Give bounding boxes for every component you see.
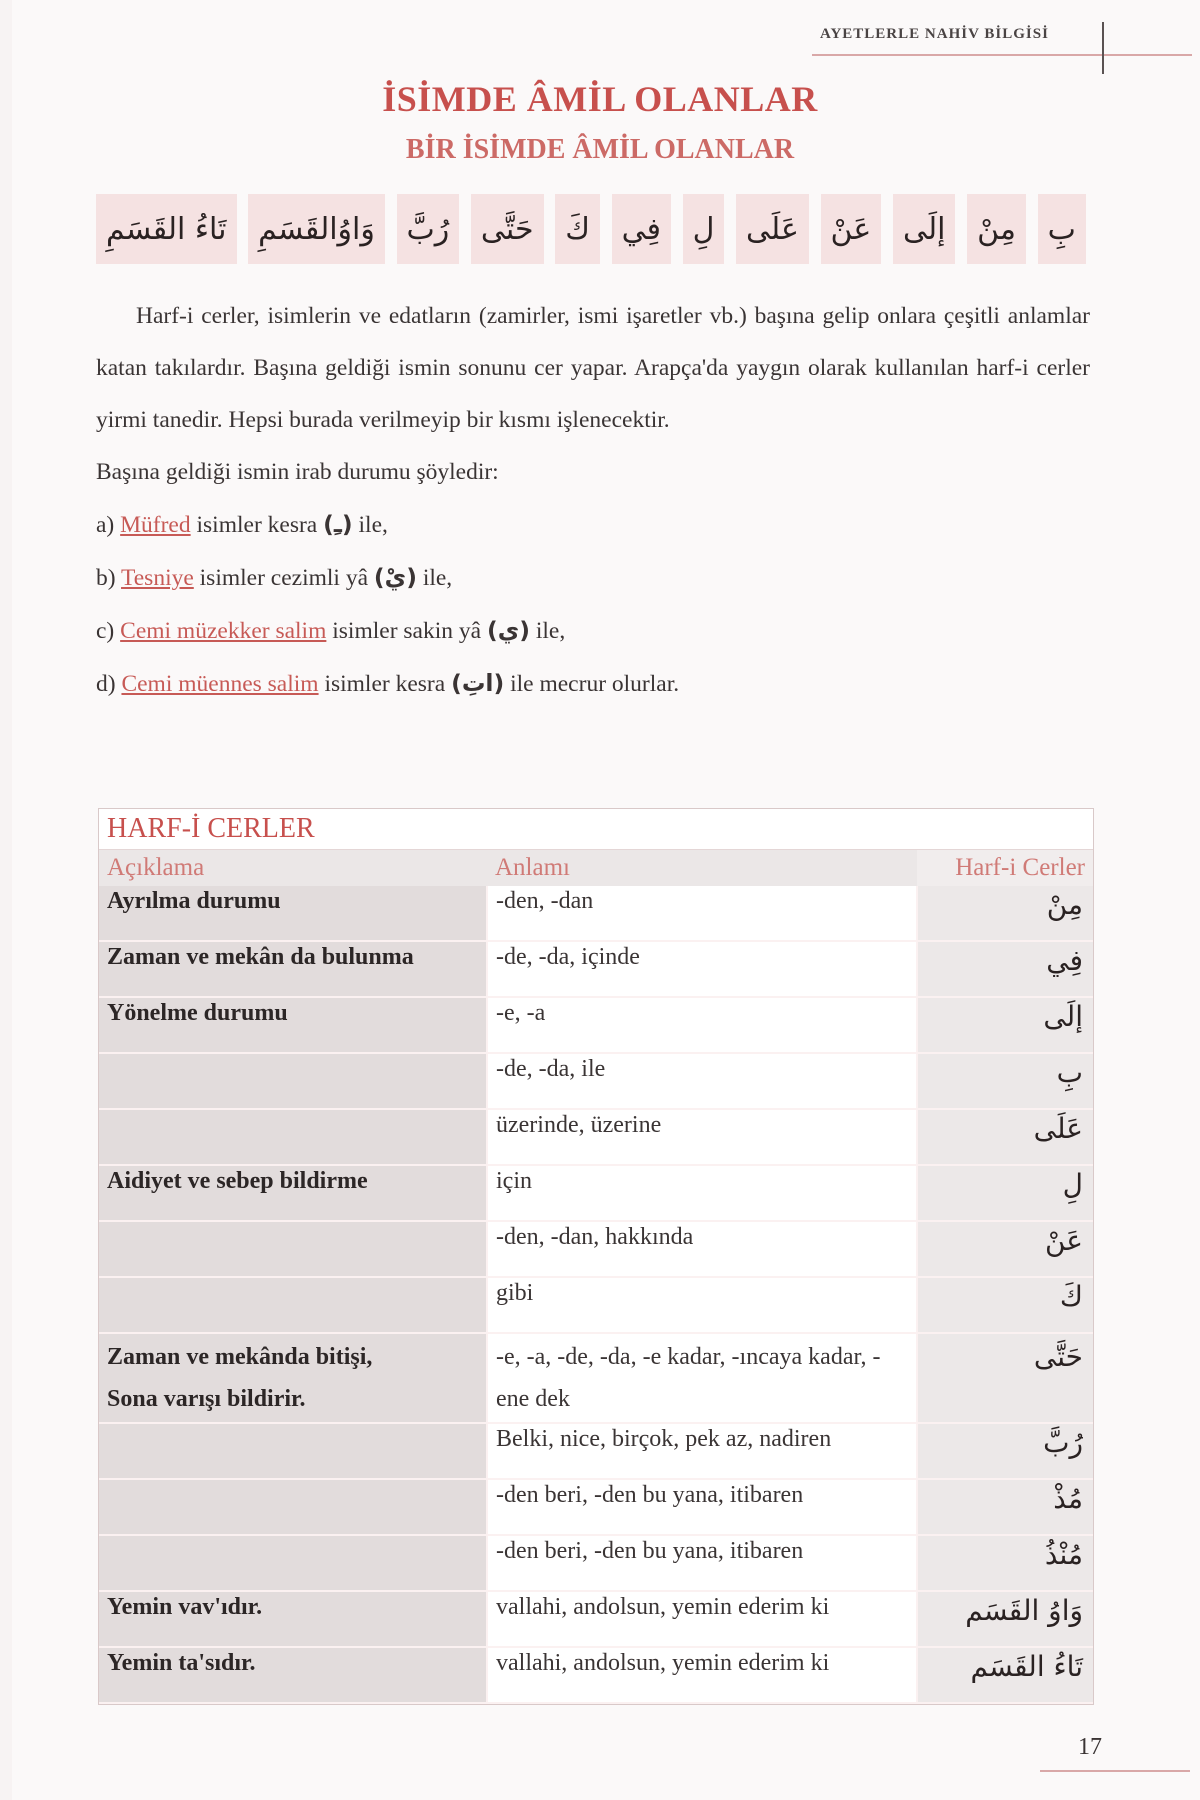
cell-meaning: -den beri, -den bu yana, itibaren — [487, 1535, 917, 1591]
cell-meaning: -de, -da, içinde — [487, 941, 917, 997]
particle: إلَى — [893, 194, 955, 264]
rule-item — [96, 604, 1090, 657]
rule-item — [96, 498, 1090, 551]
cell-desc — [99, 1535, 487, 1591]
header-bar — [1102, 22, 1104, 74]
table-row — [99, 1479, 1093, 1535]
table-row — [99, 1423, 1093, 1479]
cell-meaning: gibi — [487, 1277, 917, 1333]
particle: فِي — [612, 194, 671, 264]
cell-meaning: -den beri, -den bu yana, itibaren — [487, 1479, 917, 1535]
rule-prefix: c) — [96, 618, 121, 644]
rule-prefix: a) — [96, 512, 121, 538]
cell-harf: كَ — [917, 1277, 1093, 1333]
table-title: HARF-İ CERLER — [99, 809, 1093, 850]
cell-desc: Ayrılma durumu — [99, 886, 487, 941]
running-head: AYETLERLE NAHİV BİLGİSİ — [820, 26, 1049, 42]
rule-text: isimler kesra — [318, 671, 452, 697]
header-harf: Harf-i Cerler — [917, 850, 1093, 886]
cell-harf: فِي — [917, 941, 1093, 997]
table-row — [99, 1277, 1093, 1333]
cell-meaning: vallahi, andolsun, yemin ederim ki — [487, 1591, 917, 1647]
particle: تَاءُ القَسَمِ — [96, 194, 237, 264]
term-link[interactable]: Cemi müennes salim — [121, 671, 319, 697]
cell-harf: رُبَّ — [917, 1423, 1093, 1479]
particle: وَاوُالقَسَمِ — [248, 194, 385, 264]
cell-desc — [99, 1109, 487, 1165]
header-rule — [812, 54, 1192, 56]
page-subtitle: BİR İSİMDE ÂMİL OLANLAR — [405, 134, 795, 165]
cell-harf: إلَى — [917, 997, 1093, 1053]
cell-meaning: vallahi, andolsun, yemin ederim ki — [487, 1647, 917, 1703]
term-link[interactable]: Tesniye — [121, 565, 194, 591]
rule-item — [96, 657, 1090, 710]
cell-desc — [99, 1277, 487, 1333]
cell-desc: Yönelme durumu — [99, 997, 487, 1053]
cell-meaning: -e, -a, -de, -da, -e kadar, -ıncaya kadar, -ene dek — [487, 1333, 917, 1423]
particle: عَنْ — [821, 194, 882, 264]
cell-harf: مُذْ — [917, 1479, 1093, 1535]
header-meaning: Anlamı — [487, 850, 917, 886]
intro-paragraph: Harf-i cerler, isimlerin ve edatların (zamirler, ismi işaretler vb.) başına gelip onlara çeşitli anlamlar katan takılardır. Başına geldiği ismin sonunu cer yapar. Arapça'da yaygın olarak kullanılan harf-i cerler yirmi tanedir. Hepsi burada verilmeyip bir kısmı işlenecektir. — [96, 303, 1090, 433]
cell-desc — [99, 1423, 487, 1479]
table-row — [99, 1109, 1093, 1165]
rule-suffix: ile mecrur olurlar. — [504, 671, 680, 697]
table-row — [99, 941, 1093, 997]
cell-meaning: -e, -a — [487, 997, 917, 1053]
rule-text: isimler sakin yâ — [326, 618, 487, 644]
cell-harf: عَنْ — [917, 1221, 1093, 1277]
particle: بِ — [1038, 194, 1086, 264]
cell-desc: Yemin vav'ıdır. — [99, 1591, 487, 1647]
particle: حَتَّى — [471, 194, 544, 264]
particle-strip — [96, 190, 1086, 268]
particle: لِ — [683, 194, 725, 264]
arabic-symbol: (اتِ) — [451, 669, 505, 697]
rule-suffix: ile, — [416, 565, 453, 591]
cell-harf: عَلَى — [917, 1109, 1093, 1165]
particle: عَلَى — [736, 194, 809, 264]
table-row — [99, 1591, 1093, 1647]
particle: مِنْ — [967, 194, 1026, 264]
cell-meaning: -den, -dan, hakkında — [487, 1221, 917, 1277]
cell-desc: Zaman ve mekân da bulunma — [99, 941, 487, 997]
table-row — [99, 997, 1093, 1053]
page-number: 17 — [1078, 1734, 1102, 1760]
cell-harf: مُنْذُ — [917, 1535, 1093, 1591]
cell-desc: Zaman ve mekânda bitişi, Sona varışı bildirir. — [99, 1333, 487, 1423]
cell-desc: Aidiyet ve sebep bildirme — [99, 1165, 487, 1221]
term-link[interactable]: Müfred — [120, 512, 191, 538]
cell-harf: وَاوُ القَسَم — [917, 1591, 1093, 1647]
cell-meaning: -den, -dan — [487, 886, 917, 941]
arabic-symbol: (يْ) — [373, 563, 417, 591]
body-text — [96, 290, 1090, 710]
particle: رُبَّ — [397, 194, 460, 264]
cell-desc: Yemin ta'sıdır. — [99, 1647, 487, 1703]
table-row — [99, 1053, 1093, 1109]
rule-item — [96, 551, 1090, 604]
cell-harf: لِ — [917, 1165, 1093, 1221]
arabic-symbol: (ي) — [486, 616, 530, 644]
cell-harf: بِ — [917, 1053, 1093, 1109]
cell-meaning: üzerinde, üzerine — [487, 1109, 917, 1165]
particle: كَ — [555, 194, 600, 264]
rule-text: isimler cezimli yâ — [193, 565, 374, 591]
table-row — [99, 1535, 1093, 1591]
term-link[interactable]: Cemi müzekker salim — [120, 618, 327, 644]
rule-prefix: b) — [96, 565, 122, 591]
table-row — [99, 886, 1093, 941]
rule-suffix: ile, — [529, 618, 566, 644]
table-row — [99, 1647, 1093, 1703]
table-grid — [99, 850, 1093, 1704]
cell-harf: حَتَّى — [917, 1333, 1093, 1423]
cell-desc — [99, 1053, 487, 1109]
cell-desc — [99, 1221, 487, 1277]
table-row — [99, 1221, 1093, 1277]
cell-meaning: Belki, nice, birçok, pek az, nadiren — [487, 1423, 917, 1479]
cell-desc — [99, 1479, 487, 1535]
table-header-row — [99, 850, 1093, 886]
table-row — [99, 1165, 1093, 1221]
cell-harf: تَاءُ القَسَم — [917, 1647, 1093, 1703]
harf-table — [98, 808, 1094, 1705]
cell-meaning: -de, -da, ile — [487, 1053, 917, 1109]
page-title: İSİMDE ÂMİL OLANLAR — [382, 79, 818, 119]
cell-meaning: için — [487, 1165, 917, 1221]
rule-suffix: ile, — [352, 512, 388, 538]
irab-intro: Başına geldiği ismin irab durumu şöyledir: — [96, 459, 499, 485]
cell-harf: مِنْ — [917, 886, 1093, 941]
rule-prefix: d) — [96, 671, 122, 697]
arabic-symbol: (ـِ) — [323, 510, 353, 538]
footer-rule — [1040, 1770, 1190, 1772]
rule-text: isimler kesra — [190, 512, 324, 538]
header-desc: Açıklama — [99, 850, 487, 886]
table-row — [99, 1333, 1093, 1423]
